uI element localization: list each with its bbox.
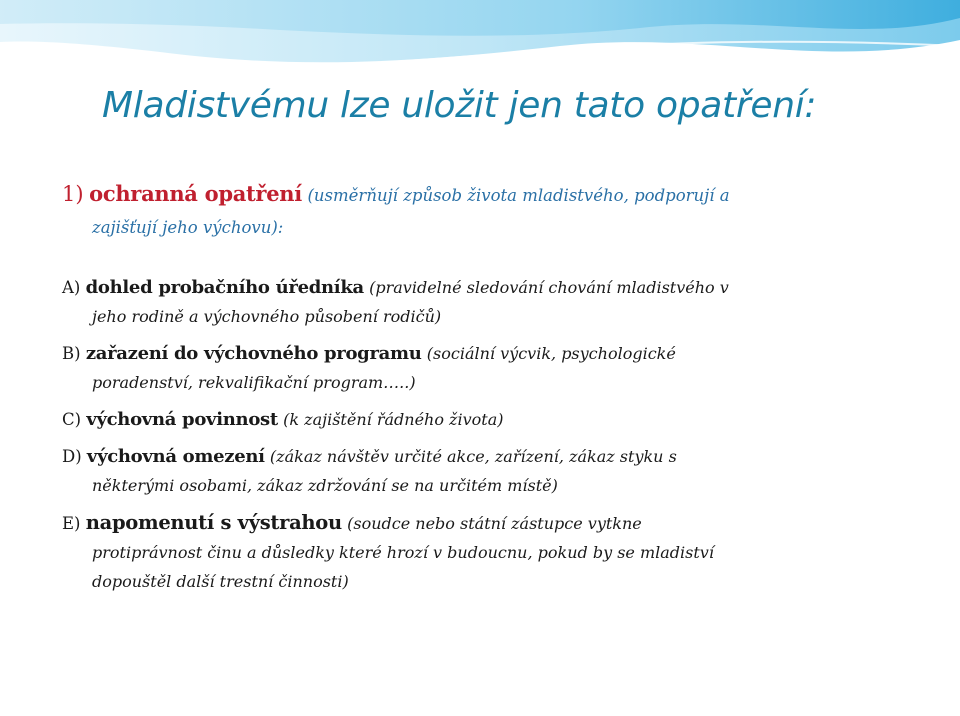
measure-description-continued [62,368,912,397]
measure-item-d [62,442,912,500]
measure-name: napomenutí s výstrahou [85,511,342,534]
measure-description-line: jeho rodině a výchovného působení rodičů) [92,307,442,326]
measure-letter: C) [62,410,82,429]
measure-description-line: protiprávnost činu a důsledky které hrozí v budoucnu, pokud by se mladiství [92,543,714,562]
intro-number: 1) [62,182,84,206]
measure-name: zařazení do výchovného programu [85,343,422,364]
measure-name: dohled probačního úředníka [85,277,364,298]
measure-item-a [62,273,912,331]
measure-description: (k zajištění řádného života) [283,410,504,429]
top-wave-band [0,0,960,75]
measure-letter: E) [62,514,81,533]
measure-item-b [62,339,912,397]
measure-name: výchovná povinnost [86,409,278,430]
measure-letter: D) [62,447,82,466]
measure-description-line: dopouštěl další trestní činnosti) [92,572,349,591]
measure-description: (zákaz návštěv určité akce, zařízení, zákaz styku s [269,447,677,466]
measure-item-c [62,405,912,434]
intro-description-line1: (usměrňují způsob života mladistvého, podporují a [307,186,730,205]
measure-description-continued [62,471,912,500]
measure-item-e [62,508,912,596]
measure-description: (pravidelné sledování chování mladistvého v [369,278,729,297]
measure-description: (sociální výcvik, psychologické [426,344,676,363]
measure-description-continued [62,538,912,596]
slide-content [62,178,912,604]
measures-list [62,273,912,596]
measure-letter: A) [62,278,81,297]
measure-name: výchovná omezení [86,446,265,467]
slide-title: Mladistvému lze uložit jen tato opatření: [102,85,817,126]
measure-letter: B) [62,344,81,363]
measure-description-line: některými osobami, zákaz zdržování se na určitém místě) [92,476,558,495]
measure-description: (soudce nebo státní zástupce vytkne [347,514,642,533]
measure-description-continued [62,302,912,331]
intro-heading: ochranná opatření [89,181,302,206]
intro-description-line2: zajišťují jeho výchovu): [92,218,284,237]
intro-paragraph [62,178,912,243]
measure-description-line: poradenství, rekvalifikační program…..) [92,373,416,392]
